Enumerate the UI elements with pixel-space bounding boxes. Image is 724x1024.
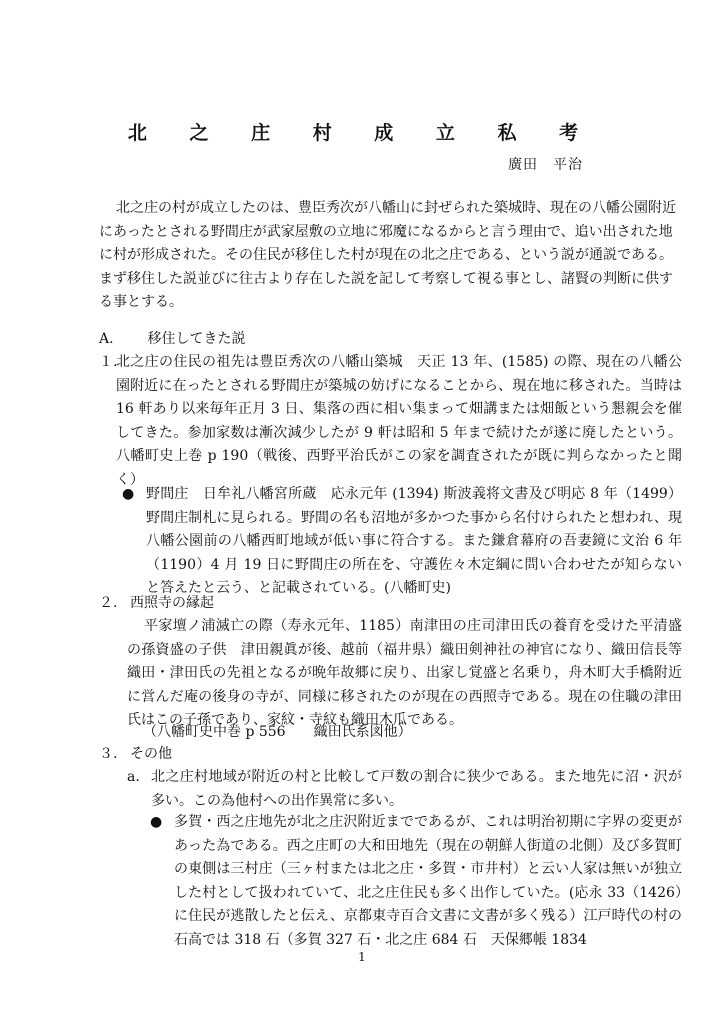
bullet-icon: ● <box>150 814 163 830</box>
document-title: 北 之 庄 村 成 立 私 考 <box>127 122 597 144</box>
item-3 <box>99 743 682 767</box>
page-number: 1 <box>358 950 366 964</box>
item-1 <box>99 351 682 492</box>
section-a-heading <box>99 328 245 348</box>
author-name: 廣田 平治 <box>508 157 583 173</box>
item-2-title: 西照寺の縁起 <box>130 595 214 611</box>
intro-paragraph <box>99 197 682 315</box>
item-3-title: その他 <box>130 746 172 762</box>
item-1-bullet <box>122 483 682 601</box>
item-3-a-text: 北之庄村地域が附近の村と比較して戸数の割合に狭少である。また地先に沼・沢が多い。この為他村への出作異常に多い。 <box>151 769 682 809</box>
bullet-icon: ● <box>122 486 135 502</box>
item-2-text: 平家壇ノ浦滅亡の際（寿永元年、1185）南津田の庄司津田氏の養育を受けた平清盛の孫資盛の子供 津田親眞が後、越前（福井県）織田剣神社の神官になり、織田信長等織田・津田氏の先祖となるが晩年故郷に戻り、出家し覚盛と名乗り，舟木町大手橋附近に営んだ庵の後身の寺が、同様に移されたのが現在の西照寺である。現在の住職の津田氏はこの子孫であり、家紋・寺紋も織田木瓜である。 <box>127 618 682 728</box>
item-3-a <box>127 766 682 813</box>
item-3-number: ３. <box>99 746 118 762</box>
item-1-bullet-text: 野間庄 日牟礼八幡宮所蔵 応永元年 (1394) 斯波義将文書及び明応 8 年（1499）野間庄制札に見られる。野間の名も沼地が多かつた事から名付けられたと想われ、現八幡公園前の八幡西町地域が低い事に符合する。また鎌倉幕府の吾妻鏡に文治 6 年（1190）4 月 19 日に野間庄の所在を、守護佐々木定綱に問い合わせたが知らないと答えたと云う、と記載されている。(八幡町史) <box>146 486 682 596</box>
item-2-reference <box>143 721 412 745</box>
intro-text: 北之庄の村が成立したのは、豊臣秀次が八幡山に封ぜられた築城時、現在の八幡公園附近にあったとされる野間庄が武家屋敷の立地に邪魔になるからと言う理由で、追い出された地に村が形成された。その住民が移住した村が現在の北之庄である、という説が通説である。まず移住した説並びに往古より存在した説を記して考察して視る事とし、諸賢の判断に供する事とする。 <box>99 200 676 310</box>
item-3-bullet <box>150 811 682 952</box>
section-a-title: 移住してきた説 <box>147 331 246 347</box>
section-a-label: A. <box>99 331 114 347</box>
item-1-text: 北之庄の住民の祖先は豊臣秀次の八幡山築城 天正 13 年、(1585) の際、現在の八幡公園附近に在ったとされる野間庄が築城の妨げになることから、現在地に移された。当時は 16 軒あり以来毎年正月 3 日、集落の西に相い集まって畑講または畑飯という懇親会を催してきた。参加家数は漸次減少したが 9 軒は昭和 5 年まで続けたが遂に廃したという。八幡町史上巻 p 190（戦後、西野平治氏がこの家を調査されたが既に判らなかったと聞く） <box>116 354 682 488</box>
item-2-body <box>127 615 682 733</box>
item-1-number: １. <box>99 354 118 370</box>
item-2 <box>99 592 682 616</box>
item-2-number: ２. <box>99 595 118 611</box>
item-2-ref-text: （八幡町史中巻 p 556 織田氏系図他） <box>143 724 412 740</box>
item-3-bullet-text: 多賀・西之庄地先が北之庄沢附近までであるが、これは明治初期に字界の変更があった為である。西之庄町の大和田地先（現在の朝鮮人街道の北側）及び多賀町の東側は三村庄（三ヶ村または北之庄・多賀・市井村）と云い人家は無いが独立した村として扱われていて、北之庄住民も多く出作していた。(応永 33（1426）に住民が逃散したと伝え、京都東寺百合文書に文書が多く残る）江戸時代の村の石高では 318 石（多賀 327 石・北之庄 684 石 天保郷帳 1834 <box>174 814 682 948</box>
item-3-a-label: a. <box>127 769 140 785</box>
